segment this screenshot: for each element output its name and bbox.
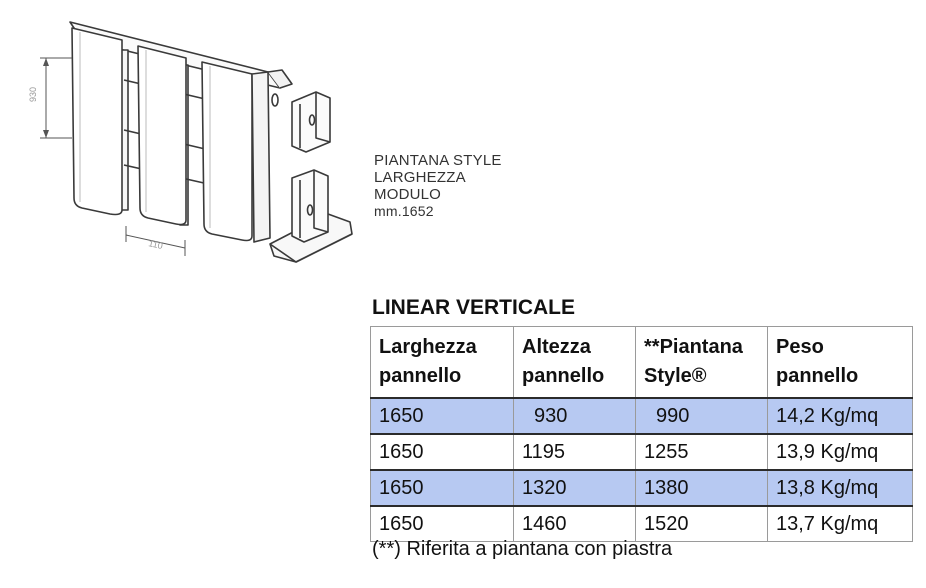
caption-line: PIANTANA STYLE <box>374 152 502 169</box>
cell-peso: 13,8 Kg/mq <box>768 470 913 506</box>
cell-peso: 13,9 Kg/mq <box>768 434 913 470</box>
footnote: (**) Riferita a piantana con piastra <box>372 538 673 560</box>
upper-bracket <box>292 92 330 152</box>
panel-middle <box>138 46 186 225</box>
cell-piantana: 1520 <box>636 506 768 542</box>
dimension-width-label: 110 <box>147 238 164 251</box>
cell-altezza: 1195 <box>514 434 636 470</box>
section-title: LINEAR VERTICALE <box>372 296 576 319</box>
cell-larghezza: 1650 <box>371 398 514 434</box>
caption-line: MODULO <box>374 186 442 203</box>
cell-altezza: 1460 <box>514 506 636 542</box>
cell-larghezza: 1650 <box>371 434 514 470</box>
table-row <box>371 434 913 470</box>
table-header-row <box>371 327 913 399</box>
drawing-caption <box>374 152 502 220</box>
cell-altezza: 930 <box>514 398 636 434</box>
cell-peso: 13,7 Kg/mq <box>768 506 913 542</box>
cell-piantana: 1255 <box>636 434 768 470</box>
header-piantana: **Piantana Style® <box>636 327 768 399</box>
spec-table <box>370 326 913 542</box>
cell-larghezza: 1650 <box>371 470 514 506</box>
cell-altezza: 1320 <box>514 470 636 506</box>
header-altezza: Altezza pannello <box>514 327 636 399</box>
table-row <box>371 506 913 542</box>
dimension-height-label: 930 <box>28 86 38 102</box>
table-row <box>371 398 913 434</box>
caption-dimension: mm.1652 <box>374 203 434 219</box>
cell-peso: 14,2 Kg/mq <box>768 398 913 434</box>
header-peso: Peso pannello <box>768 327 913 399</box>
caption-line: LARGHEZZA <box>374 169 466 186</box>
cell-larghezza: 1650 <box>371 506 514 542</box>
header-larghezza: Larghezza pannello <box>371 327 514 399</box>
cell-piantana: 1380 <box>636 470 768 506</box>
cell-piantana: 990 <box>636 398 768 434</box>
product-technical-drawing <box>30 10 360 270</box>
table-row <box>371 470 913 506</box>
